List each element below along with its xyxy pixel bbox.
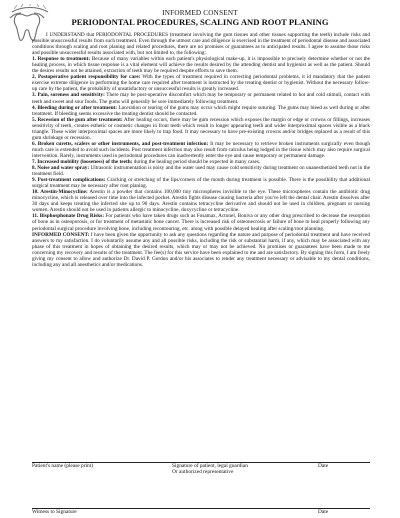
- risk-item-heading: 6. Broken curetts, scalers or other instruments, and post-treatment infection:: [32, 140, 209, 147]
- risk-item-text: Laceration or tearing of the gums may occur which might require suturing. The gums may bleed as well during or after treatment. If bleeding seems excessive the treating dentist should be contacted.: [32, 104, 370, 117]
- risk-item: [32, 189, 370, 213]
- risk-item: [32, 56, 370, 74]
- informed-consent-text: I have been given the opportunity to ask any questions regarding the nature and purpose of periodontal treatment and have received answers to my satisfaction. I do voluntarily assume any and all possible risks, including the risk or substantial harm, if any, which may be associated with any phase of this treatment in hopes of obtaining the desired results, which may or may not be achieved. No promises or guarantees have been made to me concerning my recovery and results of the treatment. The fee(s) for this service have been explained to me and are satisfactory. By signing this form, I am freely giving my consent to allow and authorize Dr. David P. Gordon and/or his associates to render any treatment necessary or advisable to my dental conditions, including any and all anesthetics and/or medications.: [32, 231, 370, 268]
- risk-item-heading: 5. Recession of the gum after treatment:: [32, 116, 123, 123]
- risk-item-text: during the healing period should be expected in many cases.: [132, 158, 261, 165]
- signature-block-patient[interactable]: [32, 462, 370, 475]
- risk-item-text: It may be necessary to retrieve broken instruments surgically even though much care is extended to avoid such incidents. Post treatment infection may also result from calculus being lodged in the tissue which may also require surgical intervention. Rarely, instruments used in periodontal procedures can inadvertently enter the eye and cause temporary or permanent damage.: [32, 140, 370, 159]
- risk-item: [32, 213, 370, 231]
- risk-item-heading: 10. Arestin-Minocycline:: [32, 189, 88, 196]
- form-header: [0, 9, 400, 27]
- risk-item-heading: 9. Post-treatment complications:: [32, 177, 106, 184]
- risk-item: [32, 141, 370, 159]
- risk-item: [32, 165, 370, 177]
- witness-label: Witness to Signature: [32, 509, 77, 515]
- risk-item-text: Arestin is a powder that contains 100,000 tiny microspheres invisible to the eye. These microspheres contain the antibiotic drug minocycline, which is released over time into the infected pocket. Arestin fights disease causing bacteria after you've left the dental chair. Arestin dissolves after 30 days and keeps treating the infected site up to 90 days. Arestin contains tetracycline derivative and should not be used in children, pregnant or nursing women. Arestin should not be used in patients allergic to minocycline, doxycycline or tetracycline.: [32, 189, 370, 214]
- risk-item-heading: 11. Bisphosphonate Drug Risks:: [32, 213, 104, 220]
- risk-item: [32, 177, 370, 189]
- risk-item-heading: 8. Noise and water spray:: [32, 165, 90, 172]
- risk-item-text: Cracking or stretching of the lips/corners of the mouth during treatment is possible. There is the possibility that additional surgical treatment may be necessary after root planing.: [32, 177, 370, 190]
- signature-block-witness[interactable]: [32, 508, 370, 515]
- risk-item-heading: 2. Postoperative patient responsibility for care:: [32, 74, 141, 81]
- informed-consent-paragraph: [32, 232, 370, 268]
- risk-item-heading: 7. Increased mobility (looseness) of the teeth:: [32, 158, 133, 165]
- risk-item: [32, 117, 370, 141]
- patient-name-label: Patient's name (please print): [32, 463, 93, 469]
- risk-item-text: There may be post-operative discomfort which may be temporary or permanent related to hot and cold stimuli, contact with teeth and sweet and sour foods. The gums will generally be sore immediately following treatment.: [32, 92, 370, 105]
- authorized-rep-label: Or authorized representative: [172, 469, 234, 475]
- form-title: PERIODONTAL PROCEDURES, SCALING AND ROOT PLANING: [71, 17, 329, 27]
- risk-item-text: Because of many variables within each patient's physiological make-up, it is impossible to precisely determine whether or not the healing process, in which tissue response is a vital element will achieve the results desired by the attending dentist and hygienist as well as the patient. Should the desires results not be attained, extraction of teeth may be required despite efforts to save them.: [32, 56, 370, 75]
- patient-signature-label: Signature of patient, legal guardian: [172, 463, 248, 469]
- intro-paragraph: I UNDERSTAND that PERIODONTAL PROCEDURES (treatment involving the gum tissues and other tissues supporting the teeth) include risks and possible unsuccessful results from such treatment. Even through the utmost care and diligence is exercised in the treatment of periodontal disease and associated conditions through scaling and root planing and related procedures, there are no promises or guarantees as to anticipated results. I agree to assume those risks and possible unsuccessful results associated with, but not limited to, the following:: [32, 32, 370, 57]
- consent-body: [32, 32, 370, 268]
- risk-item-text: For patients who have taken drugs such as Fosamax, Actonel, Boniva or any other drug prescribed to decrease the resorption of bone as in osteoporosis, or for treatment of metastatic bone cancer. There is increased risk of osteonecrosis or failure of bone to heal properly following any periodontal surgical procedure involving bone, including recontouring, etc. along with possible delayed healing after scaling/root planning.: [32, 213, 370, 232]
- risk-item: [32, 74, 370, 92]
- risk-item: [32, 92, 370, 104]
- risk-item: [32, 105, 370, 117]
- risk-item-heading: 4. Bleeding during or after treatment:: [32, 104, 117, 111]
- witness-date-label: Date: [318, 509, 329, 515]
- risk-item-text: With the types of treatment required in correcting periodontal problems, it id mandatory that the patient exercise extreme diligence in performing the home care required after treatment is instructed by the treating dentist or hygienist. Without the necessary follow-up care by the patient, the probability of unsatisfactory or unsuccessful results is greatly increased.: [32, 74, 370, 93]
- risk-item-text: Ultrasonic instrumentation is noisy and the water used may cause cold sensitivity during treatment on unanesthetized teeth not in the treatment field.: [32, 165, 370, 178]
- risk-item-text: After healing occurs, there may be gum recession which exposes the margin or edge or crowns or fillings, increases sensitivity of teeth, creates esthetic or cosmetic changes in front teeth which result in longer appearing teeth and wider interproximal spaces visible as a black triangle. These wider interproximal spaces are more likely to trap food. It may necessary to have pre-existing crowns and/or bridges replaced as a result of this gum shrinkage or recession.: [32, 116, 371, 141]
- informed-consent-heading: INFORMED CONSENT:: [32, 231, 90, 238]
- date-label: Date: [318, 463, 329, 469]
- form-kicker: INFORMED CONSENT: [162, 9, 238, 17]
- risk-item-heading: 1. Response to treatment:: [32, 56, 91, 63]
- risk-item-heading: 3. Pain, soreness and sensitivity:: [32, 92, 105, 99]
